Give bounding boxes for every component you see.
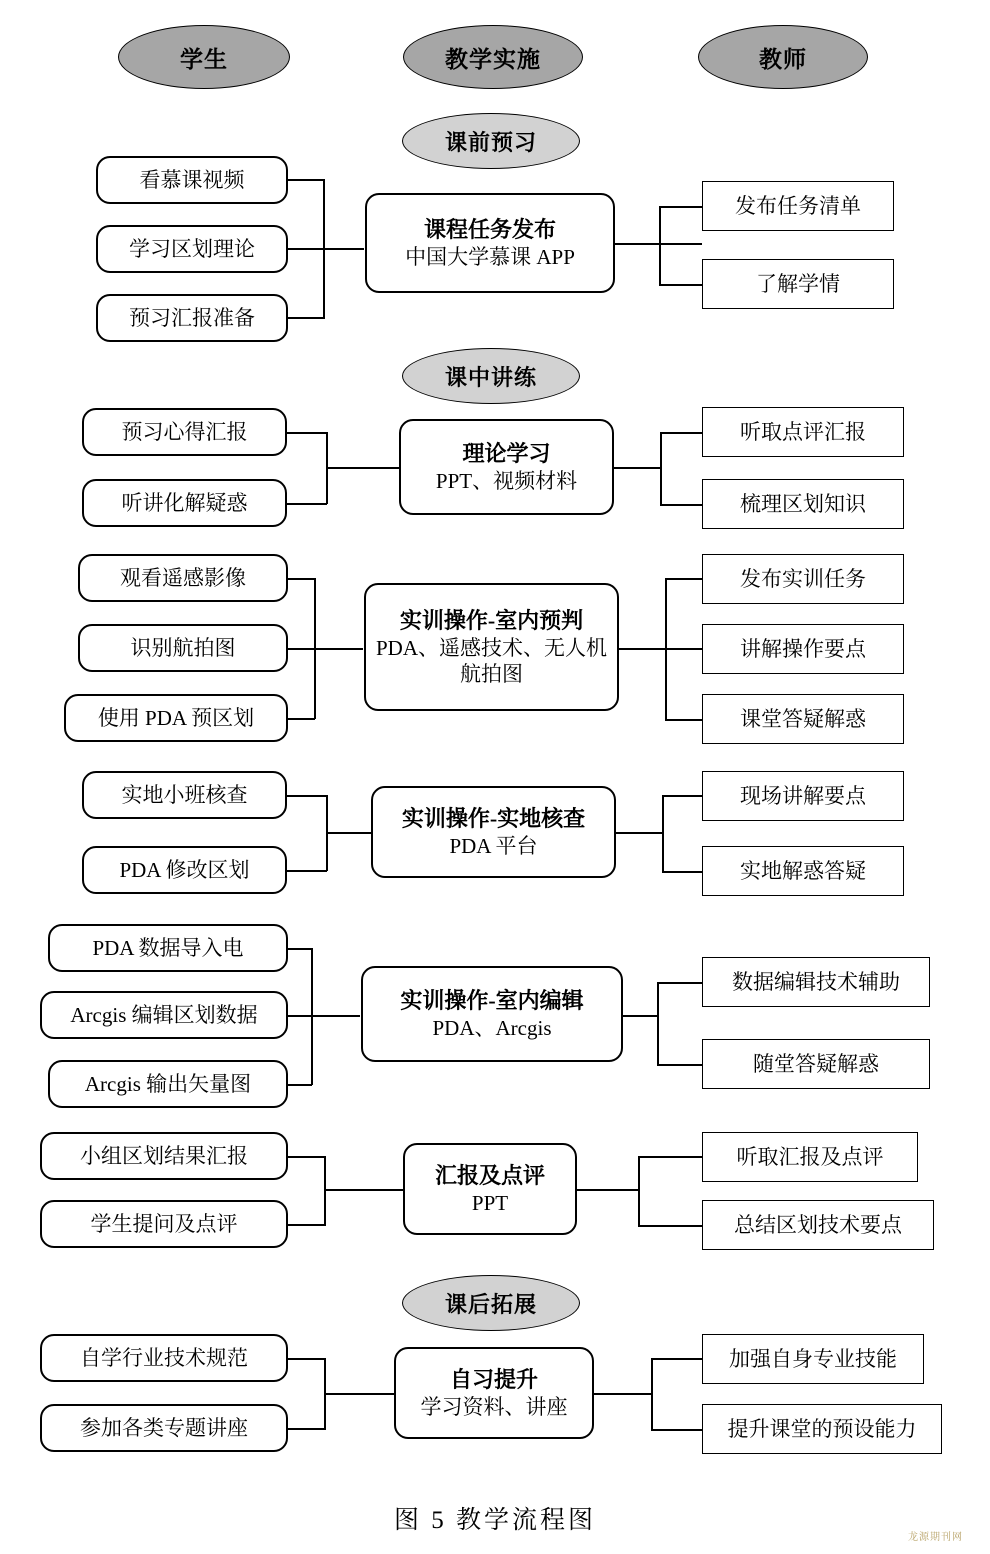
left-box-label: 参加各类专题讲座	[80, 1415, 248, 1440]
right-box-label: 总结区划技术要点	[734, 1212, 902, 1237]
connector	[659, 284, 702, 286]
connector	[287, 795, 327, 797]
left-box	[40, 1334, 288, 1382]
phase-label-pre-class	[402, 113, 580, 169]
left-box	[40, 1404, 288, 1452]
left-box	[82, 846, 287, 894]
connector	[287, 503, 327, 505]
left-box-label: 学生提问及点评	[90, 1211, 238, 1236]
connector	[651, 1358, 702, 1360]
left-box	[40, 991, 288, 1039]
right-box	[702, 624, 904, 674]
left-box	[82, 479, 287, 527]
right-box-label: 发布任务清单	[735, 193, 861, 218]
left-box-label: Arcgis 输出矢量图	[84, 1071, 252, 1096]
left-box	[48, 1060, 288, 1108]
left-box	[96, 156, 288, 204]
right-box-label: 提升课堂的预设能力	[727, 1416, 917, 1441]
center-box-subtitle: PDA 平台	[449, 833, 538, 858]
right-box	[702, 694, 904, 744]
connector	[288, 1358, 326, 1360]
connector	[311, 948, 313, 1085]
left-box-label: 预习汇报准备	[129, 305, 255, 330]
connector	[594, 1393, 652, 1395]
connector	[662, 795, 702, 797]
lane-header-student	[118, 25, 290, 89]
connector	[623, 1015, 659, 1017]
left-box	[48, 924, 288, 972]
connector	[619, 648, 667, 650]
connector	[288, 1015, 360, 1017]
connector	[616, 832, 664, 834]
connector	[288, 317, 324, 319]
connector	[288, 1084, 312, 1086]
center-box-subtitle: 中国大学慕课 APP	[405, 244, 575, 269]
right-box-label: 加强自身专业技能	[729, 1346, 897, 1371]
phase-label-in-class	[402, 348, 580, 404]
left-box-label: 预习心得汇报	[121, 419, 248, 444]
left-box-label: 小组区划结果汇报	[80, 1143, 248, 1168]
connector	[662, 871, 702, 873]
right-box	[702, 1132, 918, 1182]
left-box	[40, 1132, 288, 1180]
left-box	[40, 1200, 288, 1248]
center-box-title: 实训操作-实地核查	[401, 806, 586, 832]
connector	[324, 1393, 394, 1395]
center-box-title: 理论学习	[462, 441, 551, 467]
connector	[657, 982, 659, 1064]
left-box-label: 实地小班核查	[121, 782, 248, 807]
right-box	[702, 259, 894, 309]
right-box-label: 随堂答疑解惑	[753, 1051, 879, 1076]
connector	[288, 179, 324, 181]
connector	[651, 1429, 702, 1431]
right-box	[702, 479, 904, 529]
left-box	[78, 624, 288, 672]
lane-header-label: 教师	[759, 46, 807, 72]
right-box-label: 讲解操作要点	[740, 636, 866, 661]
left-box	[96, 225, 288, 273]
connector	[288, 1156, 326, 1158]
left-box	[82, 408, 287, 456]
connector	[651, 1358, 653, 1429]
lane-header-teacher	[698, 25, 868, 89]
right-box	[702, 846, 904, 896]
right-box-label: 梳理区划知识	[740, 491, 866, 516]
connector	[288, 648, 363, 650]
connector	[638, 1156, 640, 1225]
right-box-label: 听取点评汇报	[740, 419, 866, 444]
phase-label-text: 课前预习	[444, 129, 537, 155]
watermark-text: 龙源期刊网	[908, 1532, 963, 1543]
phase-label-after-class	[402, 1275, 580, 1331]
connector	[659, 206, 661, 284]
connector	[288, 948, 312, 950]
connector	[659, 206, 702, 208]
connector	[660, 504, 702, 506]
phase-label-text: 课中讲练	[444, 364, 537, 390]
connector	[287, 432, 327, 434]
connector	[577, 1189, 640, 1191]
right-box-label: 实地解惑答疑	[740, 858, 866, 883]
lane-header-teaching-implementation	[403, 25, 583, 89]
connector	[288, 1224, 326, 1226]
connector	[665, 648, 702, 650]
lane-header-label: 学生	[180, 46, 228, 72]
left-box	[82, 771, 287, 819]
connector	[323, 179, 325, 319]
left-box	[64, 694, 288, 742]
center-box-subtitle: PPT、视频材料	[435, 468, 578, 493]
connector	[324, 1189, 403, 1191]
connector	[657, 982, 702, 984]
connector	[662, 795, 664, 871]
connector	[314, 578, 316, 719]
left-box-label: Arcgis 编辑区划数据	[70, 1002, 258, 1027]
right-box	[702, 1334, 924, 1384]
right-box	[702, 554, 904, 604]
center-box-title: 课程任务发布	[423, 217, 556, 243]
center-box	[394, 1347, 594, 1439]
left-box-label: 看慕课视频	[139, 167, 245, 192]
center-box-subtitle: 学习资料、讲座	[420, 1394, 568, 1419]
left-box-label: 观看遥感影像	[120, 565, 246, 590]
right-box	[702, 957, 930, 1007]
left-box-label: PDA 数据导入电	[92, 935, 244, 960]
center-box	[399, 419, 614, 515]
left-box-label: 听讲化解疑惑	[121, 490, 248, 515]
connector	[326, 832, 371, 834]
connector	[326, 467, 399, 469]
center-box-title: 实训操作-室内编辑	[400, 988, 584, 1014]
center-box-subtitle: PDA、遥感技术、无人机航拍图	[375, 635, 607, 686]
connector	[288, 718, 315, 720]
center-box-subtitle: PDA、Arcgis	[432, 1015, 552, 1040]
right-box	[702, 181, 894, 231]
connector	[657, 1064, 702, 1066]
left-box-label: 自学行业技术规范	[80, 1345, 248, 1370]
connector	[638, 1225, 702, 1227]
connector	[614, 467, 662, 469]
center-box-title: 自习提升	[449, 1367, 538, 1393]
right-box	[702, 1039, 930, 1089]
left-box-label: 识别航拍图	[130, 635, 236, 660]
left-box	[78, 554, 288, 602]
connector	[665, 578, 702, 580]
center-box-title: 汇报及点评	[434, 1163, 545, 1189]
lane-header-label: 教学实施	[445, 46, 541, 72]
left-box	[96, 294, 288, 342]
right-box-label: 发布实训任务	[740, 566, 866, 591]
right-box	[702, 407, 904, 457]
center-box-title: 实训操作-室内预判	[399, 608, 584, 633]
left-box-label: 使用 PDA 预区划	[97, 705, 255, 730]
left-box-label: PDA 修改区划	[119, 857, 250, 882]
center-box	[364, 583, 619, 711]
center-box	[365, 193, 615, 293]
center-box	[371, 786, 616, 878]
center-box-subtitle: PPT	[471, 1190, 509, 1215]
left-box-label: 学习区划理论	[129, 236, 255, 261]
right-box-label: 数据编辑技术辅助	[732, 969, 900, 994]
figure-caption: 图 5 教学流程图	[393, 1507, 596, 1534]
center-box	[403, 1143, 577, 1235]
connector	[288, 248, 364, 250]
right-box-label: 现场讲解要点	[740, 783, 866, 808]
right-box-label: 听取汇报及点评	[736, 1144, 884, 1169]
right-box	[702, 771, 904, 821]
phase-label-text: 课后拓展	[444, 1291, 537, 1317]
right-box-label: 了解学情	[756, 271, 840, 296]
connector	[638, 1156, 702, 1158]
center-box	[361, 966, 623, 1062]
connector	[287, 870, 327, 872]
right-box-label: 课堂答疑解惑	[740, 706, 866, 731]
right-box	[702, 1404, 942, 1454]
right-box	[702, 1200, 934, 1250]
connector	[660, 432, 702, 434]
connector	[665, 719, 702, 721]
connector	[288, 1428, 326, 1430]
connector	[660, 432, 662, 504]
connector	[288, 578, 315, 580]
